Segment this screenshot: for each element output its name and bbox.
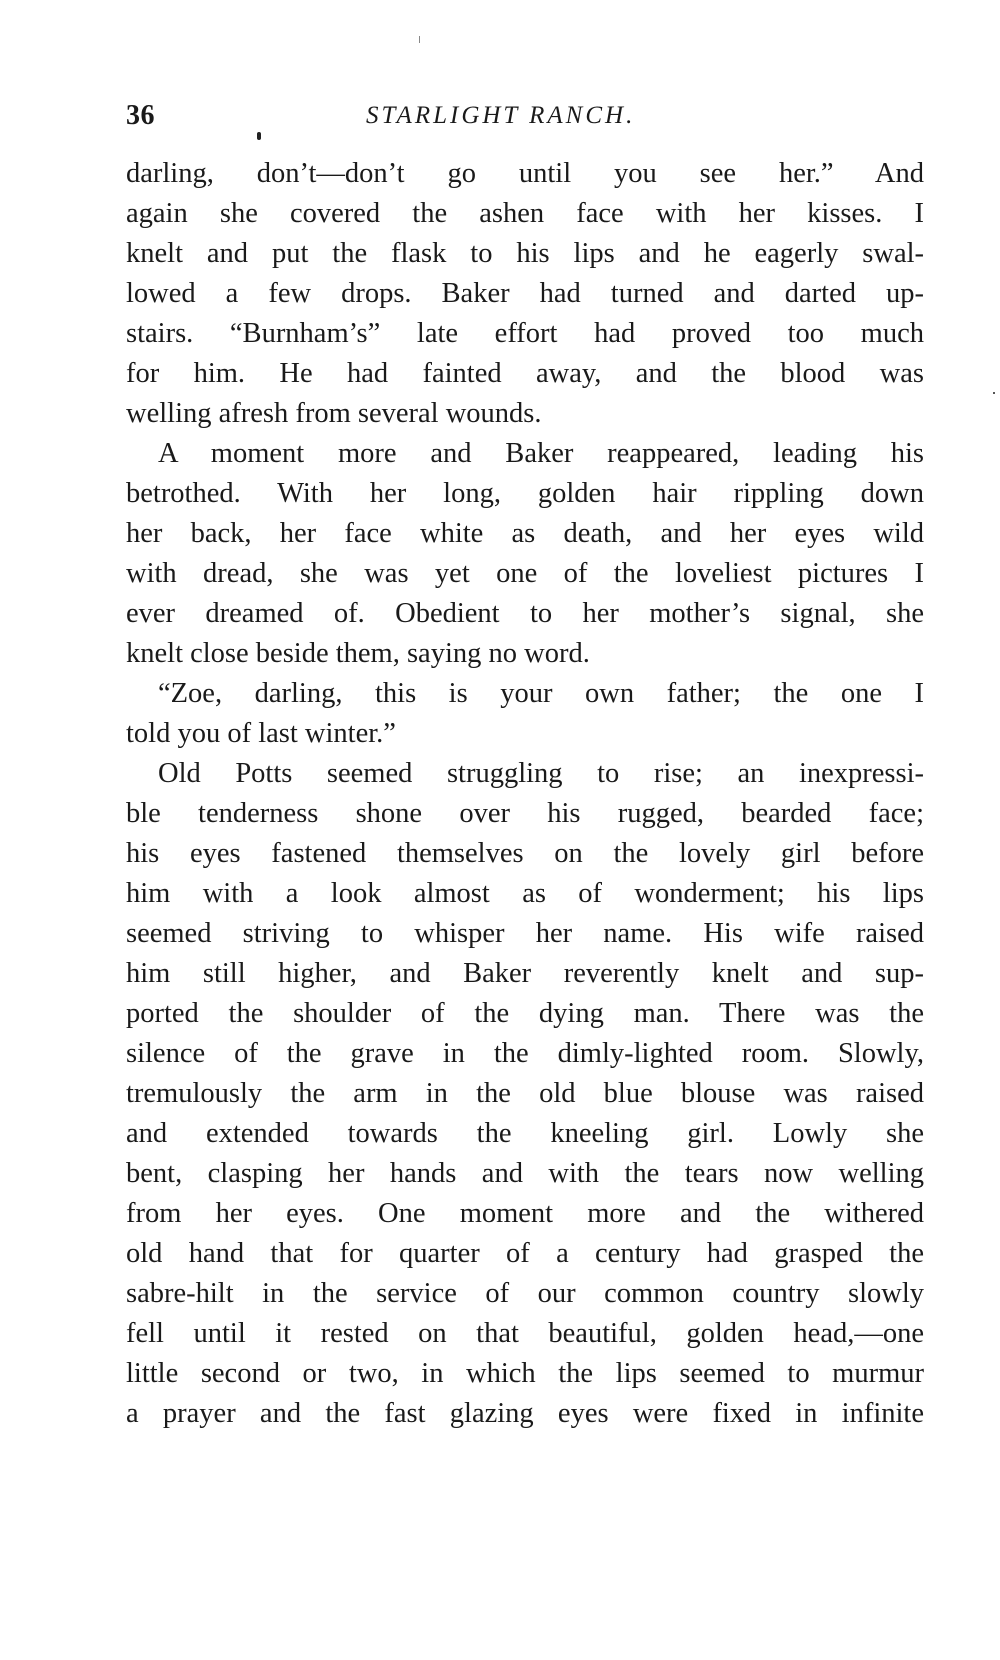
running-title: STARLIGHT RANCH.: [366, 102, 636, 129]
text-line: fell until it rested on that beautiful, golden head,—one: [126, 1318, 924, 1349]
text-line: Old Potts seemed struggling to rise; an inexpressi-: [158, 758, 924, 789]
text-line: his eyes fastened themselves on the lovely girl before: [126, 838, 924, 869]
text-line: knelt and put the flask to his lips and he eagerly swal-: [126, 238, 924, 269]
text-line: for him. He had fainted away, and the blood was: [126, 358, 924, 389]
text-line: betrothed. With her long, golden hair rippling down: [126, 478, 924, 509]
text-line: seemed striving to whisper her name. His wife raised: [126, 918, 924, 949]
text-line: him still higher, and Baker reverently knelt and sup-: [126, 958, 924, 989]
text-line: bent, clasping her hands and with the tears now welling: [126, 1158, 924, 1189]
text-line: again she covered the ashen face with her kisses. I: [126, 198, 924, 229]
text-line: “Zoe, darling, this is your own father; the one I: [158, 678, 924, 709]
text-line: little second or two, in which the lips seemed to murmur: [126, 1358, 924, 1389]
text-line: knelt close beside them, saying no word.: [126, 638, 590, 669]
body-text: [126, 154, 924, 1434]
text-line: told you of last winter.”: [126, 718, 396, 749]
text-line: A moment more and Baker reappeared, leading his: [158, 438, 924, 469]
text-line: lowed a few drops. Baker had turned and darted up-: [126, 278, 924, 309]
text-line: her back, her face white as death, and her eyes wild: [126, 518, 924, 549]
text-line: darling, don’t—don’t go until you see her.” And: [126, 158, 924, 189]
text-line: stairs. “Burnham’s” late effort had proved too much: [126, 318, 924, 349]
text-line: ever dreamed of. Obedient to her mother’s signal, she: [126, 598, 924, 629]
text-line: with dread, she was yet one of the loveliest pictures I: [126, 558, 924, 589]
text-line: ported the shoulder of the dying man. There was the: [126, 998, 924, 1029]
text-line: silence of the grave in the dimly-lighted room. Slowly,: [126, 1038, 924, 1069]
ink-dot: [257, 132, 261, 140]
text-line: old hand that for quarter of a century had grasped the: [126, 1238, 924, 1269]
text-line: and extended towards the kneeling girl. Lowly she: [126, 1118, 924, 1149]
text-line: ble tenderness shone over his rugged, bearded face;: [126, 798, 924, 829]
page-number: 36: [126, 100, 155, 131]
text-line: sabre-hilt in the service of our common country slowly: [126, 1278, 924, 1309]
page-header: [126, 100, 926, 136]
text-line: a prayer and the fast glazing eyes were fixed in infinite: [126, 1398, 924, 1429]
ink-speck: [419, 36, 420, 43]
margin-speck: [993, 392, 995, 394]
text-line: tremulously the arm in the old blue blouse was raised: [126, 1078, 924, 1109]
text-line: him with a look almost as of wonderment; his lips: [126, 878, 924, 909]
text-line: from her eyes. One moment more and the withered: [126, 1198, 924, 1229]
text-line: welling afresh from several wounds.: [126, 398, 542, 429]
